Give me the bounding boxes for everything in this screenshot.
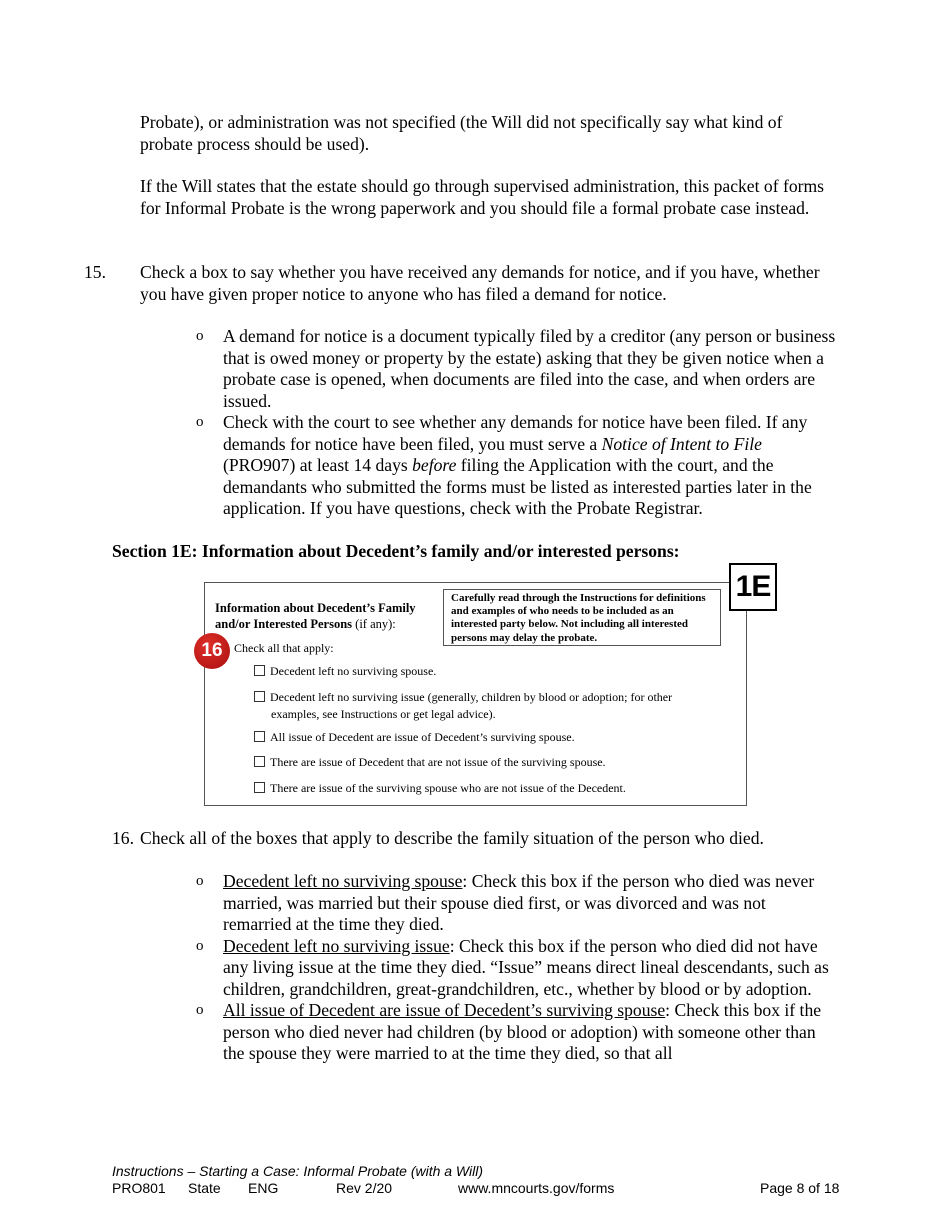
list-item: o Check with the court to see whether any demands for notice have been filed. If any demands for notice have been filed, you must serve a Notice of Intent to File (PRO907) at least 14 days before filing the Application with the court, and the demandants who submitted the forms must be listed as interested parties later in the application. If you have questions, check with the Probate Registrar.: [196, 412, 812, 518]
item-number: 15.: [84, 262, 106, 282]
list-item: o A demand for notice is a document typically filed by a creditor (any person or business that is owed money or property by the estate) asking that they be given notice when a probate case is opened, when documents are filed into the case, and when orders are issued.: [196, 326, 836, 411]
checkbox-icon: [254, 782, 265, 793]
paragraph-continued: [140, 112, 840, 155]
bullet-icon: o: [196, 328, 204, 344]
check-all-label: Check all that apply:: [234, 641, 334, 655]
form-option: Decedent left no surviving issue (generally, children by blood or adoption; for other: [254, 689, 672, 705]
checkbox-icon: [254, 756, 265, 767]
step-badge: 16: [194, 633, 230, 669]
checkbox-icon: [254, 731, 265, 742]
form-option: All issue of Decedent are issue of Decedent’s surviving spouse.: [254, 729, 575, 745]
footer-state: State: [188, 1180, 221, 1196]
form-option: There are issue of Decedent that are not issue of the surviving spouse.: [254, 754, 606, 770]
bullet-icon: o: [196, 1002, 204, 1018]
checkbox-icon: [254, 691, 265, 702]
instructions-note: Carefully read through the Instructions for definitions and examples of who needs to be included as an interested party below. Not including all interested persons may delay the probate.: [443, 589, 721, 646]
form-option-continued: examples, see Instructions or get legal advice).: [271, 707, 496, 721]
item-number: 16.: [112, 828, 134, 848]
item-16-bullets: [196, 871, 836, 1065]
form-option: Decedent left no surviving spouse.: [254, 663, 436, 679]
item-15-bullets: [196, 326, 836, 520]
list-item: o Decedent left no surviving spouse: Check this box if the person who died was never married, was married but their spouse died first, or was divorced and was not remarried at the time they died.: [196, 871, 815, 934]
footer-title: Instructions – Starting a Case: Informal Probate (with a Will): [112, 1163, 484, 1179]
paragraph-line: probate process should be used).: [140, 133, 370, 154]
item-15: [84, 262, 842, 305]
section-heading: Section 1E: Information about Decedent’s family and/or interested persons:: [112, 541, 680, 561]
section-badge: 1E: [729, 563, 777, 611]
footer-url[interactable]: www.mncourts.gov/forms: [458, 1180, 615, 1196]
item-16: [112, 828, 842, 850]
bullet-icon: o: [196, 414, 204, 430]
footer-lang: ENG: [248, 1180, 279, 1196]
paragraph-supervised: If the Will states that the estate should go through supervised administration, this packet of forms for Informal Probate is the wrong paperwork and you should file a formal probate case instead.: [140, 176, 825, 218]
paragraph-line: Probate), or administration was not specified (the Will did not specifically say what kind of: [140, 112, 783, 132]
bullet-icon: o: [196, 873, 204, 889]
list-item: o All issue of Decedent are issue of Decedent’s surviving spouse: Check this box if the person who died never had children (by blood or adoption) with someone other than the spouse they were married to at the time they died, so that all: [196, 1000, 822, 1063]
footer-rev: Rev 2/20: [336, 1180, 393, 1196]
bullet-icon: o: [196, 937, 204, 954]
footer-form-id: PRO801: [112, 1180, 166, 1196]
form-title: Information about Decedent’s Family and/or Interested Persons (if any):: [215, 601, 416, 631]
checkbox-icon: [254, 665, 265, 676]
list-item: o Decedent left no surviving issue: Check this box if the person who died did not have any living issue at the time they died. “Issue” means direct lineal descendants, such as children, grandchildren, great-grandchildren, etc., whether by blood or by adoption.: [196, 935, 829, 999]
item-text: Check all of the boxes that apply to describe the family situation of the person who died.: [140, 828, 764, 848]
form-option: There are issue of the surviving spouse who are not issue of the Decedent.: [254, 780, 626, 796]
item-text: Check a box to say whether you have received any demands for notice, and if you have, whether you have given proper notice to anyone who has filed a demand for notice.: [140, 262, 820, 304]
footer-page-number: Page 8 of 18: [760, 1180, 840, 1196]
